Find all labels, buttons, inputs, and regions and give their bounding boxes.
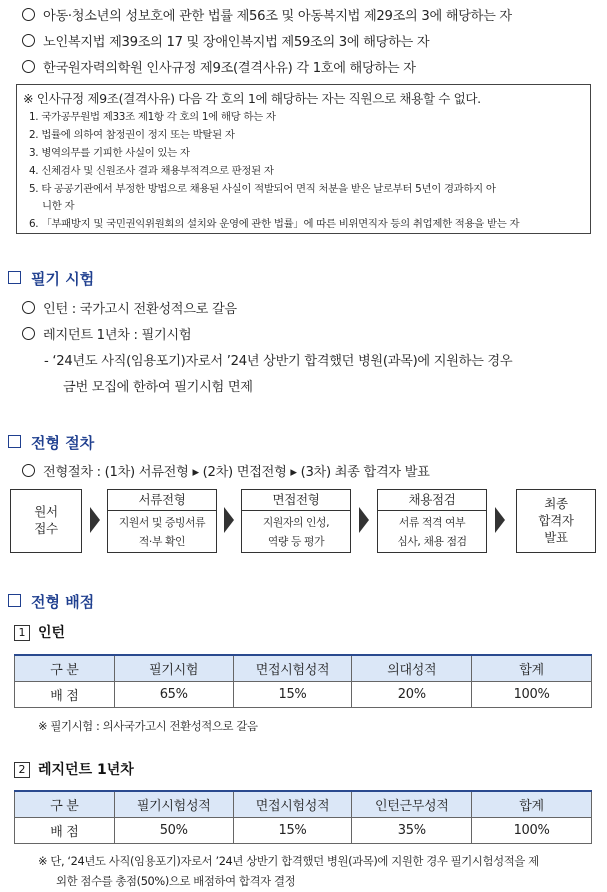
flow-step-interview-line2: 역량 등 평가 xyxy=(267,535,325,548)
flow-step-apply-line1: 원서 xyxy=(34,504,58,519)
table-cell: 35% xyxy=(352,818,472,844)
table-cell: 100% xyxy=(472,818,592,844)
table-header-cell: 구 분 xyxy=(15,655,115,682)
flow-arrow-icon xyxy=(495,507,505,533)
table-row xyxy=(15,682,592,708)
note-item: 1. 국가공무원법 제33조 제1항 각 호의 1에 해당 하는 자 xyxy=(29,111,276,123)
circle-bullet-icon xyxy=(22,60,35,73)
note-item: 2. 법률에 의하여 참정권이 정지 또는 박탈된 자 xyxy=(29,129,235,141)
table-header-cell: 합계 xyxy=(472,791,592,818)
circle-bullet-icon xyxy=(22,301,35,314)
table-row xyxy=(15,818,592,844)
square-bullet-icon xyxy=(8,435,21,448)
note-item-continued: 니한 자 xyxy=(42,200,75,212)
flow-step-interview-head: 면접전형 xyxy=(242,490,350,511)
flow-step-apply-line2: 접수 xyxy=(34,521,58,536)
flow-step-document xyxy=(107,489,217,553)
written-exam-resident: 레지던트 1년차 : 필기시험 xyxy=(22,324,191,343)
table-header-cell: 합계 xyxy=(472,655,592,682)
flow-step-interview-line1: 지원자의 인성, xyxy=(262,516,330,529)
note-main-text: ※ 인사규정 제9조(결격사유) 다음 각 호의 1에 해당하는 자는 직원으로 채용할 수 없다. xyxy=(23,91,481,106)
intern-score-table xyxy=(14,654,592,708)
flow-step-document-line2: 적·부 확인 xyxy=(138,535,186,548)
note-item: 5. 타 공공기관에서 부정한 방법으로 채용된 사실이 적발되어 면직 처분을 받은 날로부터 5년이 경과하지 아 xyxy=(29,183,496,195)
procedure-summary: 전형절차 : (1차) 서류전형 ▸ (2차) 면접전형 ▸ (3차) 최종 합격자 발표 xyxy=(22,461,430,480)
flow-step-final-line1: 최종 xyxy=(544,496,568,511)
square-bullet-icon xyxy=(8,594,21,607)
flow-step-interview xyxy=(241,489,351,553)
table-header-cell: 구 분 xyxy=(15,791,115,818)
flow-step-final xyxy=(516,489,596,553)
table-header-cell: 면접시험성적 xyxy=(233,791,352,818)
flow-step-final-line2: 합격자 xyxy=(538,513,574,528)
note-item: 6. 「부패방지 및 국민권익위원회의 설치와 운영에 관한 법률」에 따른 비위면직자 등의 취업제한 적용을 받는 자 xyxy=(29,218,520,230)
table-header-cell: 의대성적 xyxy=(352,655,472,682)
flow-step-check-head: 채용점검 xyxy=(378,490,486,511)
table-header-cell: 필기시험성적 xyxy=(114,791,233,818)
flow-step-apply xyxy=(10,489,82,553)
circle-bullet-icon xyxy=(22,327,35,340)
flow-arrow-icon xyxy=(359,507,369,533)
flow-step-document-head: 서류전형 xyxy=(108,490,216,511)
table-header-cell: 필기시험 xyxy=(114,655,233,682)
circle-bullet-icon xyxy=(22,34,35,47)
flow-step-final-line3: 발표 xyxy=(544,530,568,545)
section-title-procedure: 전형 절차 xyxy=(8,432,94,453)
resident-score-note-continued: 외한 점수를 총점(50%)으로 배점하여 합격자 결정 xyxy=(56,874,296,888)
note-item: 3. 병역의무를 기피한 사실이 있는 자 xyxy=(29,147,190,159)
table-cell: 50% xyxy=(114,818,233,844)
qualification-2: 노인복지법 제39조의 17 및 장애인복지법 제59조의 3에 해당하는 자 xyxy=(22,31,429,50)
intern-score-note: ※ 필기시험 : 의사국가고시 전환성적으로 갈음 xyxy=(38,719,258,733)
qualification-1: 아동·청소년의 성보호에 관한 법률 제56조 및 아동복지법 제29조의 3에 해당하는 자 xyxy=(22,5,512,24)
table-cell: 20% xyxy=(352,682,472,708)
disqualification-note-box xyxy=(16,84,591,234)
table-header-cell: 인턴근무성적 xyxy=(352,791,472,818)
resident-score-table xyxy=(14,790,592,844)
table-cell: 배 점 xyxy=(15,682,115,708)
table-cell: 15% xyxy=(233,818,352,844)
table-cell: 배 점 xyxy=(15,818,115,844)
flow-step-document-line1: 지원서 및 증빙서류 xyxy=(118,516,206,529)
circle-bullet-icon xyxy=(22,8,35,21)
flow-arrow-icon xyxy=(224,507,234,533)
written-exam-exception-continued: 금번 모집에 한하여 필기시험 면제 xyxy=(63,380,253,395)
square-bullet-icon xyxy=(8,271,21,284)
circle-bullet-icon xyxy=(22,464,35,477)
resident-score-note: ※ 단, ‘24년도 사직(임용포기)자로서 ’24년 상반기 합격했던 병원(과목)에 지원한 경우 필기시험성적을 제 xyxy=(38,854,539,868)
section-title-written-exam: 필기 시험 xyxy=(8,268,94,289)
table-header-cell: 면접시험성적 xyxy=(233,655,352,682)
table-header-row xyxy=(15,655,592,682)
qualification-3: 한국원자력의학원 인사규정 제9조(결격사유) 각 1호에 해당하는 자 xyxy=(22,57,416,76)
table-cell: 100% xyxy=(472,682,592,708)
scoring-intern-title: 1 인턴 xyxy=(14,622,65,642)
flow-step-check-line1: 서류 적격 여부 xyxy=(398,516,466,529)
written-exam-exception: - ‘24년도 사직(임용포기)자로서 ’24년 상반기 합격했던 병원(과목)에 지원하는 경우 xyxy=(44,354,513,369)
section-title-scoring: 전형 배점 xyxy=(8,591,94,612)
written-exam-intern: 인턴 : 국가고시 전환성적으로 갈음 xyxy=(22,298,237,317)
scoring-resident-title: 2 레지던트 1년차 xyxy=(14,759,134,779)
flow-step-check-line2: 심사, 채용 점검 xyxy=(397,535,467,548)
flow-arrow-icon xyxy=(90,507,100,533)
number-box: 1 xyxy=(14,625,30,641)
table-cell: 15% xyxy=(233,682,352,708)
table-cell: 65% xyxy=(114,682,233,708)
flow-step-check xyxy=(377,489,487,553)
note-item: 4. 신체검사 및 신원조사 결과 채용부적격으로 판정된 자 xyxy=(29,165,274,177)
number-box: 2 xyxy=(14,762,30,778)
table-header-row xyxy=(15,791,592,818)
